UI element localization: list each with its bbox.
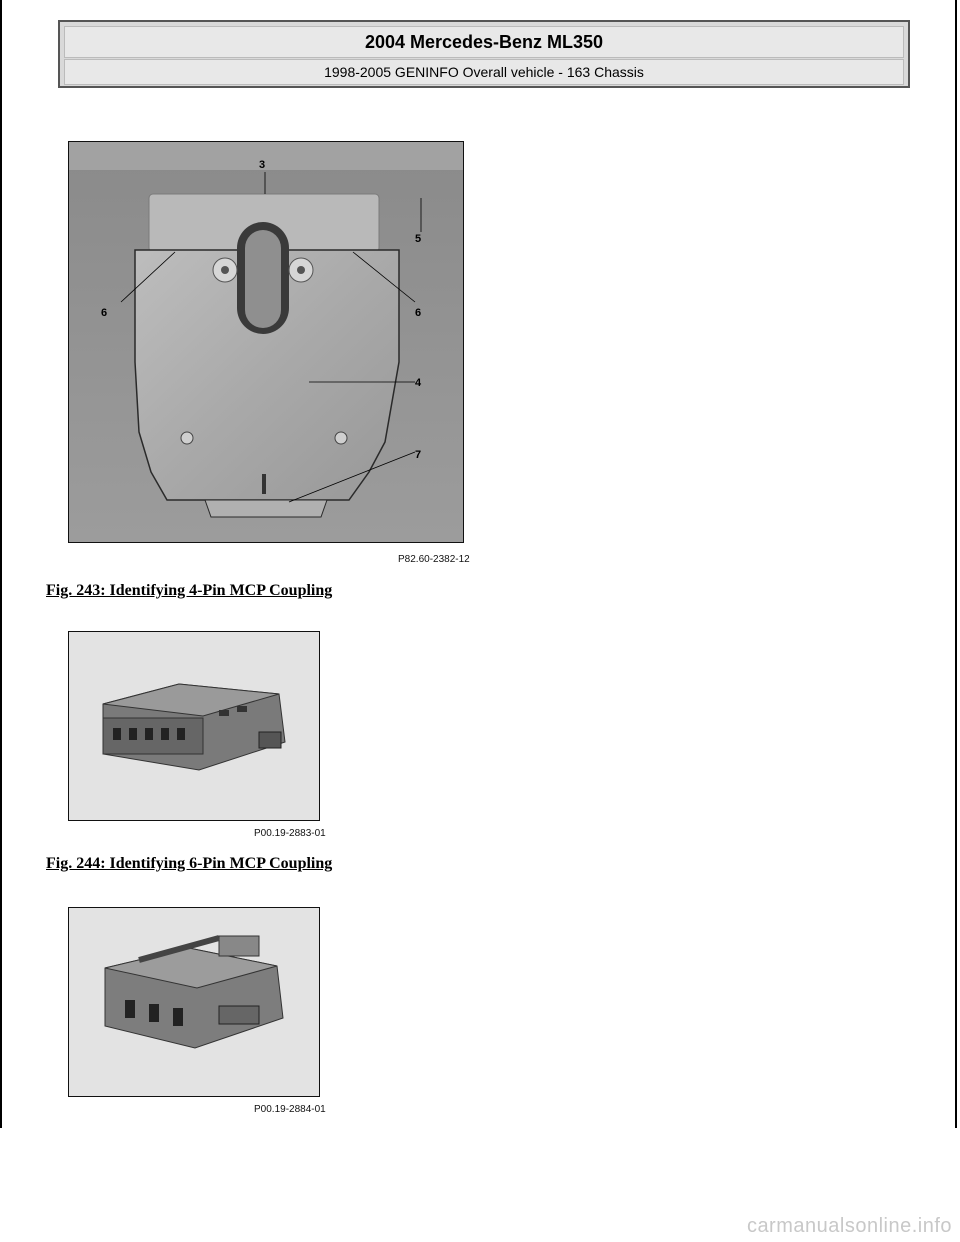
figure-245-code: P00.19-2884-01 [254, 1104, 326, 1115]
callout-6-right: 6 [415, 307, 422, 319]
figure-245-image [68, 907, 320, 1097]
figure-244-image [68, 631, 320, 821]
figure-244-code: P00.19-2883-01 [254, 828, 326, 839]
figure-245-illustration [69, 908, 319, 1096]
figure-243-caption: Fig. 243: Identifying 4-Pin MCP Coupling [46, 582, 333, 599]
figure-244-caption: Fig. 244: Identifying 6-Pin MCP Coupling [46, 855, 333, 872]
header-title: 2004 Mercedes-Benz ML350 [64, 26, 904, 58]
header-subtitle: 1998-2005 GENINFO Overall vehicle - 163 Chassis [64, 59, 904, 85]
callout-4: 4 [415, 377, 422, 389]
document-header [58, 20, 910, 88]
figure-243-code: P82.60-2382-12 [398, 554, 470, 565]
callout-3: 3 [259, 159, 266, 171]
callout-6-left: 6 [101, 307, 108, 319]
watermark: carmanualsonline.info [746, 1215, 952, 1237]
callout-5: 5 [415, 233, 422, 245]
callout-7: 7 [415, 449, 422, 461]
figure-244-illustration [69, 632, 319, 820]
figure-243-illustration [69, 142, 463, 542]
figure-243-image [68, 141, 464, 543]
